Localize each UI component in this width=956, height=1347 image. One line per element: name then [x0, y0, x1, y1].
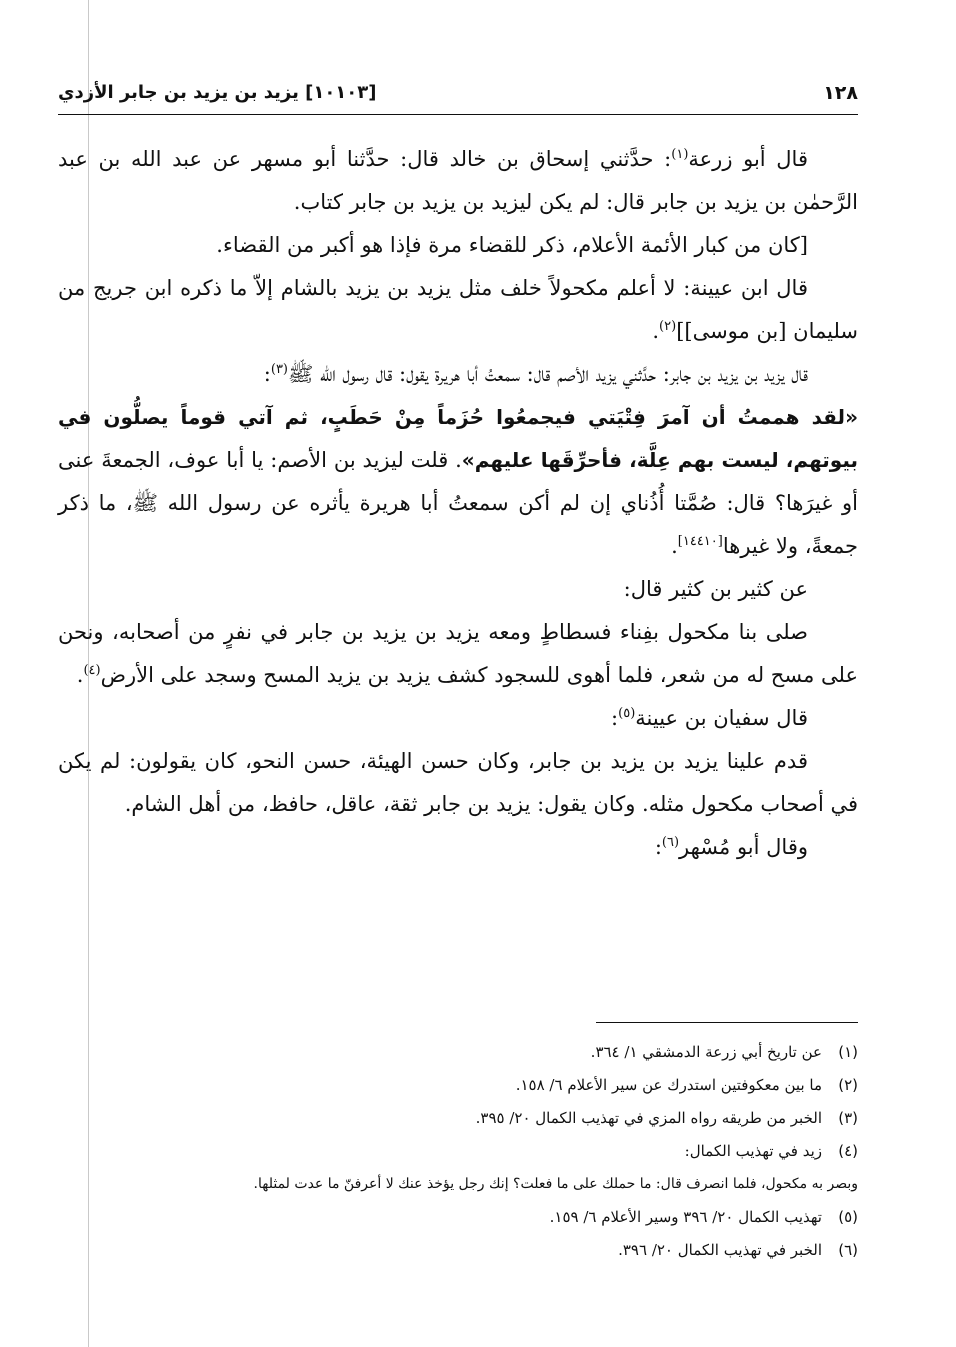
paragraph-1: قال أبو زرعة$^{(١)}$: حدَّثني إسحاق بن خالد قال: حدَّثنا أبو مسهر عن عبد الله بن عبد الرَّحمٰن بن يزيد بن جابر قال: لم يكن ليزيد بن يزيد بن جابر كتاب.: [58, 147, 858, 214]
footnote-4-continuation: وبصر به مكحول، فلما انصرف قال: ما حملك على ما فعلت؟ إنك رجل يؤخذ عنك لا أعرفنّ ما عدت لمثلها.: [253, 1176, 858, 1192]
footnote-6: (٦)الخبر في تهذيب الكمال ٢٠/ ٣٩٦.: [618, 1241, 858, 1259]
paragraph-10: وقال أبو مُسْهر$^{(٦)}$:: [654, 835, 808, 859]
footnote-1: (١)عن تاريخ أبي زرعة الدمشقي ١/ ٣٦٤.: [590, 1043, 858, 1061]
paragraph-9: قدم علينا يزيد بن يزيد بن جابر، وكان حسن الهيئة، حسن النحو، كان يقولون: لم يكن في أصحاب مكحول مثله. وكان يقول: يزيد بن جابر ثقة، عاقل، حافظ، من أهل الشام.: [58, 749, 858, 816]
page-header: [58, 82, 858, 115]
hadith-text: «لقد هممتُ أن آمرَ فِتْيَتي فيجمعُوا حُزَماً مِنْ حَطَبٍ، ثم آتي قوماً يصلُّون في بيوتهم، ليست بهم عِلَّة، فأحرِّقَها عليهم»: [58, 405, 859, 472]
footnote-4: (٤)زيد في تهذيب الكمال:: [684, 1142, 858, 1160]
paragraph-5: «لقد هممتُ أن آمرَ فِتْيَتي فيجمعُوا حُزَماً مِنْ حَطَبٍ، ثم آتي قوماً يصلُّون في بيوتهم، ليست بهم عِلَّة، فأحرِّقَها عليهم». قلت ليزيد بن الأصم: يا أبا عوف، الجمعةَ عنى أو غيرَها؟ قال: صُمَّتا أُذُناي إن لم أكن سمعتُ أبا هريرة يأثره عن رسول الله ﷺ، ما ذكر جمعةً، ولا غيرها[١٤٤١٠].: [58, 405, 859, 558]
paragraph-2: [كان من كبار الأئمة الأعلام، ذكر للقضاء مرة فإذا هو أكبر من القضاء.: [216, 233, 808, 257]
footnote-3: (٣)الخبر من طريقه رواه المزي في تهذيب الكمال ٢٠/ ٣٩٥.: [475, 1109, 858, 1127]
footnote-ref-4: (٤): [83, 663, 101, 678]
footnote-ref-6: (٦): [661, 835, 680, 850]
paragraph-4: قال يزيد بن يزيد بن جابر: حدَّثني يزيد الأصم قال: سمعتُ أبا هريرة يقول: قال رسول الله ﷺ$^{(٣)}$:: [263, 362, 808, 386]
footnote-5: (٥)تهذيب الكمال ٢٠/ ٣٩٦ وسير الأعلام ٦/ ١٥٩.: [549, 1208, 858, 1226]
running-title: [١٠١٠٣] يزيد بن يزيد بن جابر الأزدي: [58, 82, 377, 103]
paragraph-3: قال ابن عيينة: لا أعلم مكحولاً خلف مثل يزيد بن يزيد بالشام إلاّ ما ذكره ابن جريج من سليمان [بن موسى]]$^{(٢)}$.: [58, 276, 858, 343]
paragraph-8: قال سفيان بن عيينة$^{(٥)}$:: [611, 706, 808, 730]
footnotes: [58, 1036, 858, 1267]
page-number: ١٢٨: [823, 82, 858, 104]
footnote-separator: [596, 1022, 858, 1023]
footnote-2: (٢)ما بين معكوفتين استدرك عن سير الأعلام ٦/ ١٥٨.: [515, 1076, 858, 1094]
main-text: [58, 138, 858, 869]
footnote-ref-3: (٣): [270, 362, 288, 377]
footnote-ref-5: (٥): [618, 706, 636, 721]
paragraph-6: عن كثير بن كثير قال:: [623, 577, 808, 601]
footnote-ref-1: (١): [671, 147, 689, 162]
footnote-ref-2: (٢): [659, 319, 677, 334]
hadith-number: [١٤٤١٠]: [677, 534, 723, 549]
paragraph-7: صلى بنا مكحول بفِناء فسطاطٍ ومعه يزيد بن يزيد بن جابر في نفرٍ من أصحابه، ونحن على مسح له من شعر، فلما أهوى للسجود كشف يزيد بن يزيد المسح وسجد على الأرض$^{(٤)}$.: [58, 620, 858, 687]
